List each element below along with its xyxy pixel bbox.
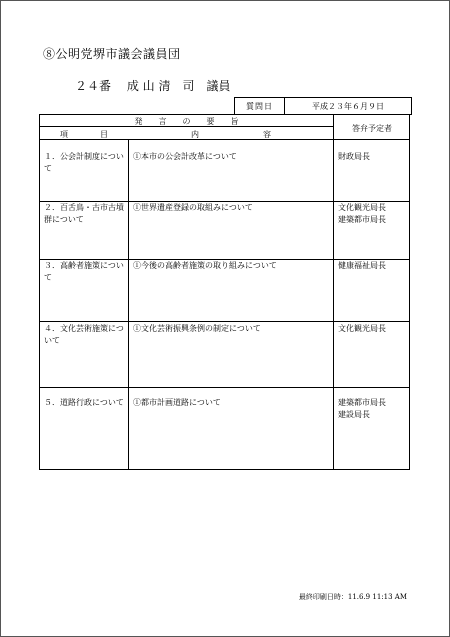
row-divider	[40, 321, 409, 322]
group-title: ⑧公明党堺市議会議員団	[43, 47, 181, 61]
row-content: ①都市計画道路について	[133, 398, 221, 407]
print-timestamp: 最終印刷日時：11.6.9 11:13 AM	[298, 593, 407, 601]
row-answer: 文化観光局長 建築都市局長	[338, 203, 386, 224]
row-content: ①今後の高齢者施策の取り組みについて	[133, 261, 277, 270]
col-divider-item	[128, 139, 129, 469]
row-item: １．公会計制度について	[44, 152, 124, 173]
row-answer: 文化観光局長	[338, 324, 386, 333]
row-item: ３．高齢者施策について	[44, 261, 124, 282]
row-content: ①本市の公会計改革について	[133, 152, 237, 161]
date-value: 平成２３年６月９日	[312, 101, 384, 111]
header-answer: 答弁予定者	[352, 124, 392, 133]
question-date-box	[234, 97, 412, 115]
header-content: 内 容	[191, 130, 271, 139]
row-divider	[40, 387, 409, 388]
header-main: 発 言 の 要 旨	[134, 117, 239, 126]
row-item: ４．文化芸術施策について	[44, 324, 124, 345]
row-item: ５．道路行政について	[44, 398, 124, 407]
row-answer: 健康福祉局長	[338, 261, 386, 270]
row-content: ①世界遺産登録の取組みについて	[133, 203, 253, 212]
date-label: 質問日	[235, 98, 285, 114]
row-item: ２．百舌鳥・古市古墳群について	[44, 203, 124, 224]
header-item: 項 目	[60, 130, 108, 139]
col-divider-answer	[333, 115, 334, 469]
row-content: ①文化芸術振興条例の制定について	[133, 324, 261, 333]
row-answer: 財政局長	[338, 152, 370, 161]
question-table	[39, 114, 410, 470]
member-name: ２４番 成 山 清 司 議員	[75, 79, 231, 93]
row-answer: 建築都市局長 建設局長	[338, 398, 386, 419]
